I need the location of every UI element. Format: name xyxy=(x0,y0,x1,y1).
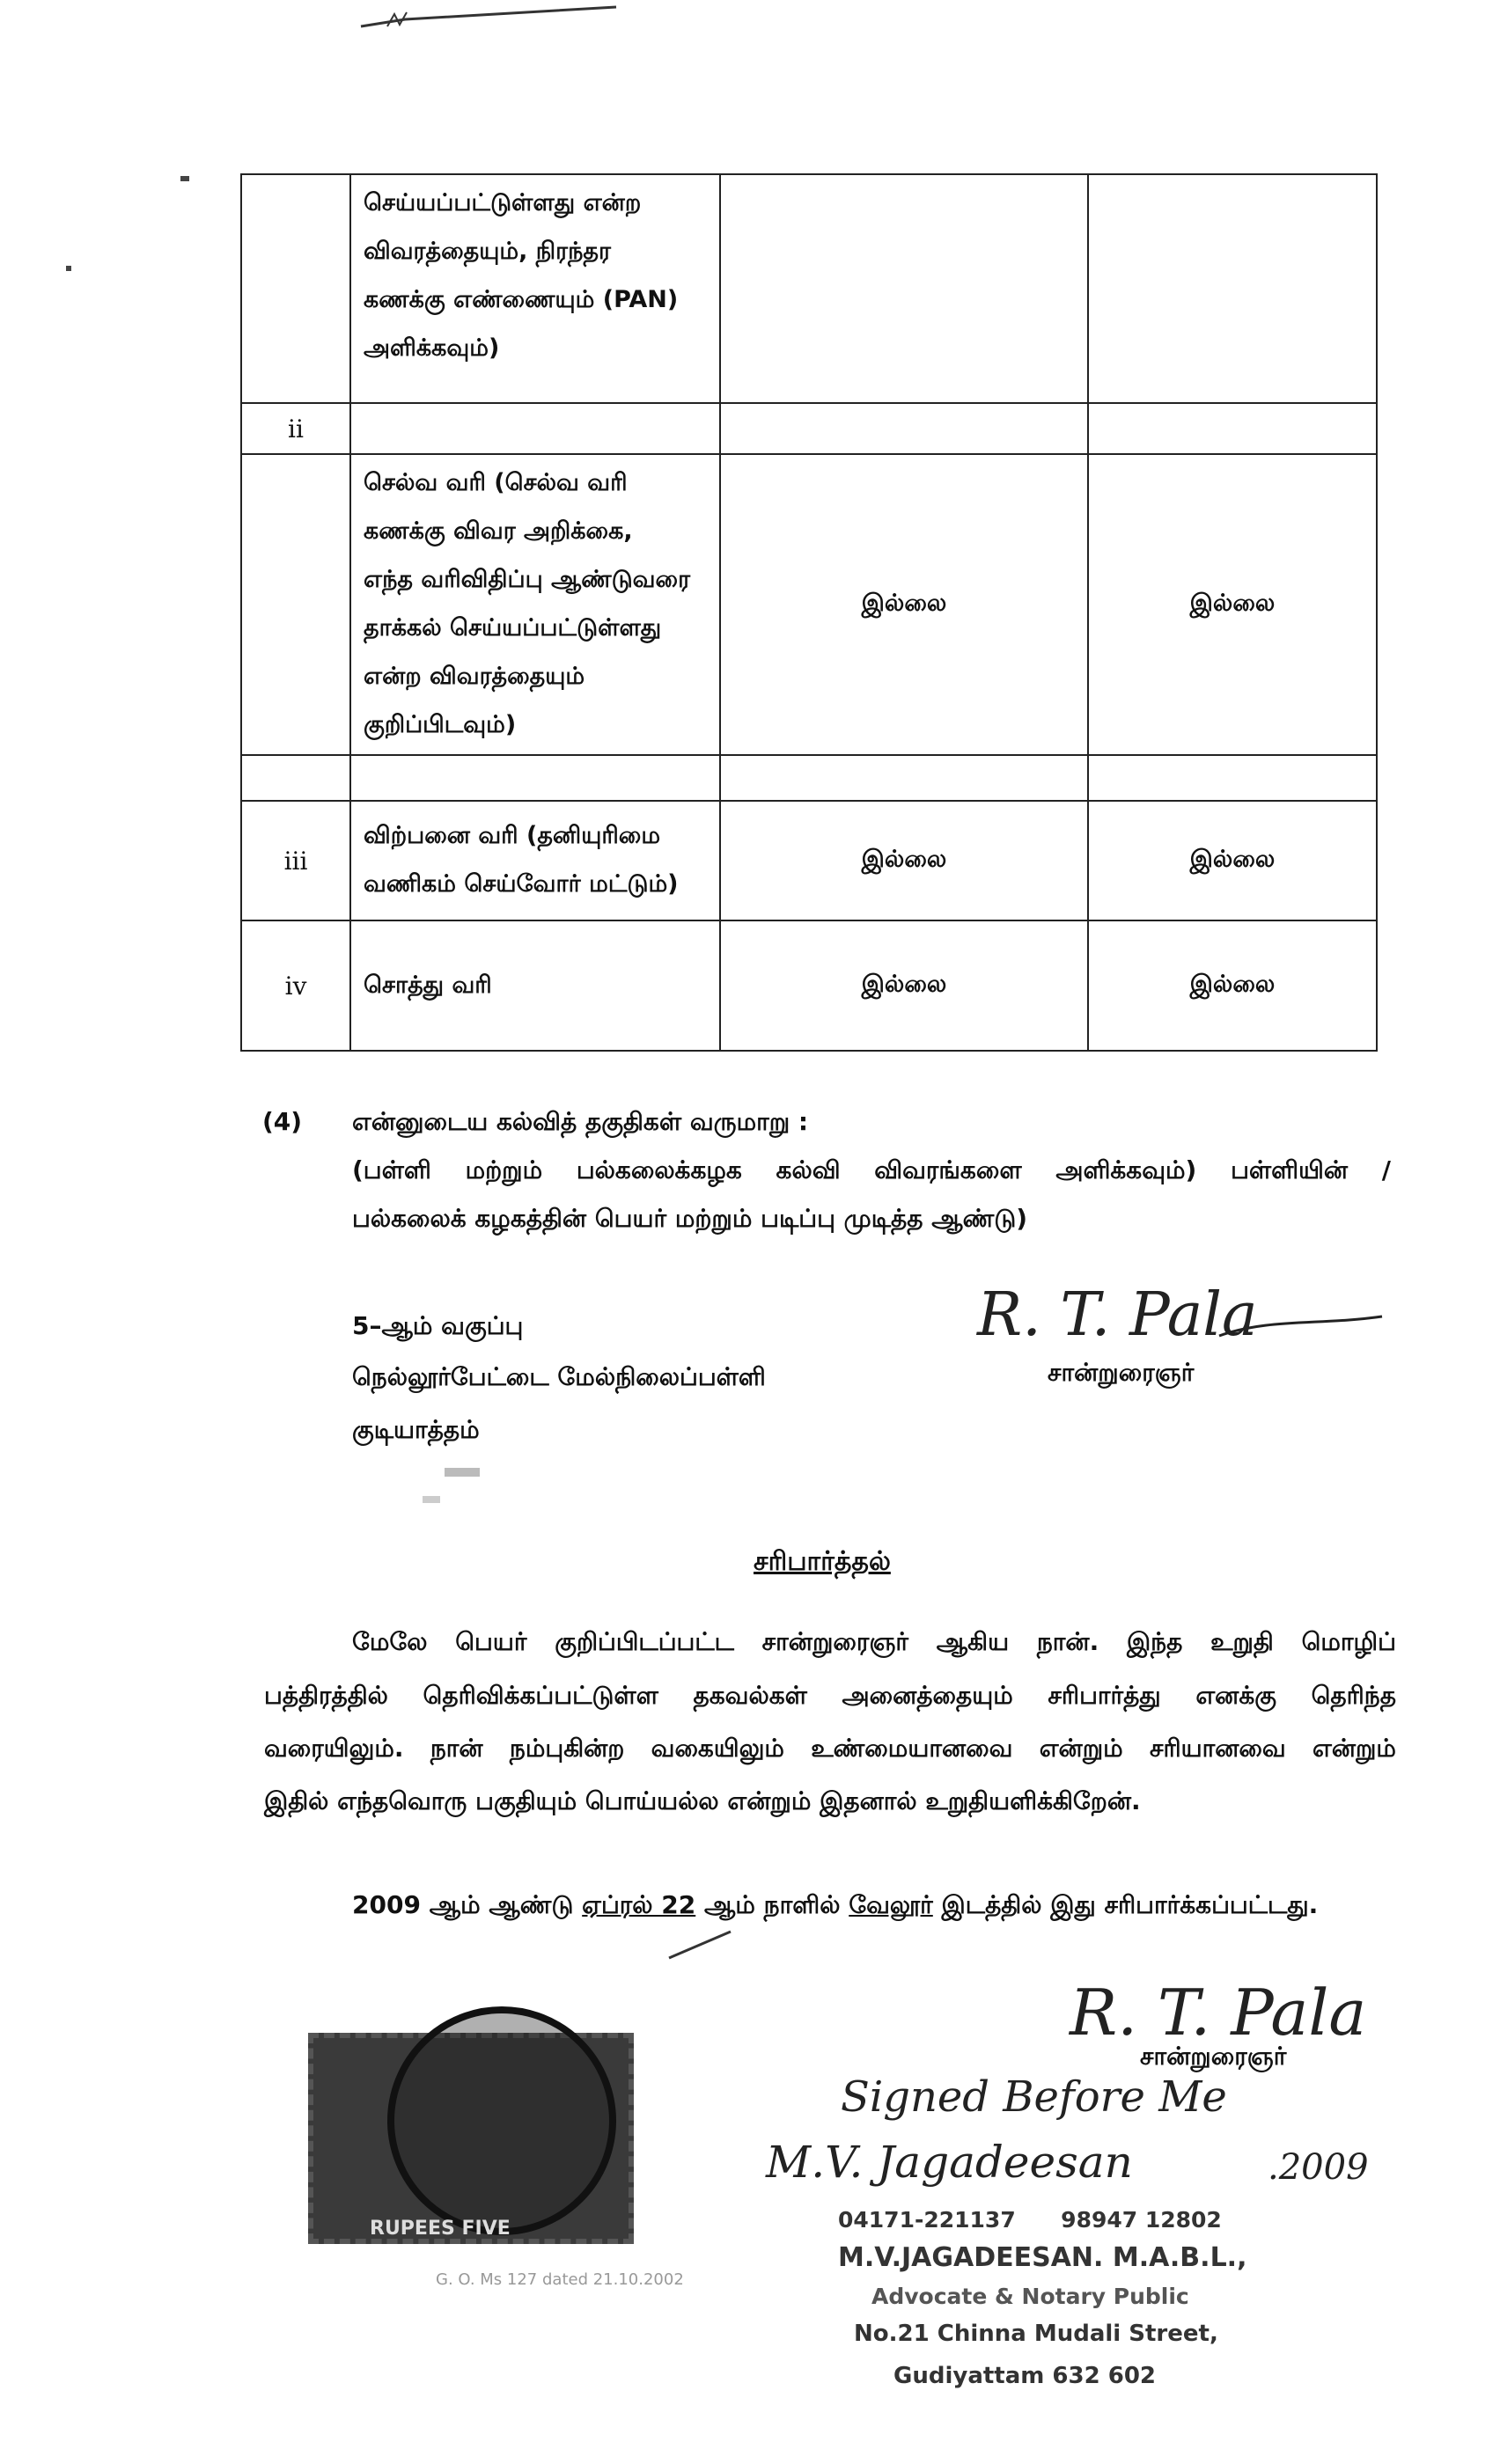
margin-mark xyxy=(180,176,189,181)
notary-title: Advocate & Notary Public xyxy=(871,2284,1189,2309)
row-number: iv xyxy=(241,920,350,1051)
verification-line-3 xyxy=(264,1734,1396,1766)
row-description xyxy=(350,403,720,454)
value-cell xyxy=(720,174,1088,403)
word: பள்ளியின் xyxy=(1231,1155,1349,1184)
word: அனைத்தையும் xyxy=(842,1681,1013,1710)
row-description xyxy=(350,920,720,1051)
notary-phone xyxy=(838,2207,1222,2233)
word: தெரிவிக்கப்பட்டுள்ள xyxy=(423,1681,658,1710)
description-line: என்ற விவரத்தையும் xyxy=(364,663,585,690)
description-line: வணிகம் செய்வோர் மட்டும்) xyxy=(364,870,679,898)
value-cell: இல்லை xyxy=(1088,454,1377,755)
word: மற்றும் xyxy=(465,1155,543,1184)
word: வகையிலும் xyxy=(651,1734,784,1763)
value-cell xyxy=(1088,174,1377,403)
row-number xyxy=(241,174,350,403)
word: மொழிப் xyxy=(1301,1627,1396,1656)
word: என்றும் xyxy=(1312,1734,1396,1763)
margin-mark xyxy=(66,266,71,271)
word: நான் xyxy=(430,1734,483,1763)
deponent-label-2: சான்றுரைஞர் xyxy=(1140,2042,1287,2071)
row-number xyxy=(241,454,350,755)
word: உறுதி xyxy=(1210,1627,1274,1656)
phone-2: 98947 12802 xyxy=(1061,2207,1222,2233)
word: / xyxy=(1381,1155,1391,1184)
description-line: எந்த வரிவிதிப்பு ஆண்டுவரை xyxy=(364,566,691,593)
word: (பள்ளி xyxy=(352,1155,431,1184)
table-row xyxy=(241,755,1377,801)
word: மேலே xyxy=(352,1627,428,1656)
verification-title: சரிபார்த்தல் xyxy=(754,1546,891,1577)
education-town: குடியாத்தம் xyxy=(352,1415,480,1444)
deponent-label: சான்றுரைஞர் xyxy=(1048,1358,1195,1387)
tax-details-table xyxy=(240,173,1378,1052)
word: நம்புகின்ற xyxy=(509,1734,625,1763)
word: ஆகிய xyxy=(936,1627,1010,1656)
education-school: நெல்லூர்பேட்டை மேல்நிலைப்பள்ளி xyxy=(352,1362,766,1391)
word: பெயர் xyxy=(455,1627,527,1656)
row-description xyxy=(350,801,720,920)
verification-line-1 xyxy=(352,1627,1396,1660)
education-heading: என்னுடைய கல்வித் தகுதிகள் வருமாறு : xyxy=(352,1107,809,1136)
word: சரியானவை xyxy=(1149,1734,1286,1763)
word: வரையிலும். xyxy=(264,1734,404,1763)
description-line: குறிப்பிடவும்) xyxy=(364,711,517,738)
pen-mark xyxy=(665,1927,735,1962)
value-cell: இல்லை xyxy=(1088,920,1377,1051)
table-row xyxy=(241,801,1377,920)
word: சரிபார்த்து xyxy=(1048,1681,1161,1710)
notary-handwritten-note: Signed Before Me xyxy=(841,2072,1227,2122)
stamp-text: RUPEES FIVE xyxy=(370,2218,511,2240)
description-line: சொத்து வரி xyxy=(364,971,492,999)
word: எனக்கு xyxy=(1195,1681,1276,1710)
description-line: செல்வ வரி (செல்வ வரி xyxy=(364,469,628,496)
notary-handwritten-name: M.V. Jagadeesan xyxy=(766,2137,1133,2188)
table-row xyxy=(241,174,1377,403)
notary-name: M.V.JAGADEESAN. M.A.B.L., xyxy=(838,2242,1247,2273)
table-row xyxy=(241,920,1377,1051)
row-description xyxy=(350,454,720,755)
value-cell: இல்லை xyxy=(1088,801,1377,920)
deponent-signature: R. T. Pala xyxy=(977,1280,1258,1350)
word: கல்வி xyxy=(776,1155,841,1184)
value-cell: இல்லை xyxy=(720,920,1088,1051)
word: தெரிந்த xyxy=(1311,1681,1396,1710)
word: பல்கலைக்கழக xyxy=(576,1155,742,1184)
date-text: ஆம் ஆண்டு xyxy=(429,1890,574,1919)
faint-mark xyxy=(445,1468,480,1477)
verification-date-line xyxy=(352,1890,1318,1923)
date-text: ஆம் நாளில் xyxy=(703,1890,841,1919)
word: நான். xyxy=(1036,1627,1099,1656)
date-month-day: ஏப்ரல் 22 xyxy=(582,1890,696,1919)
phone-1: 04171-221137 xyxy=(838,2207,1016,2233)
word: பத்திரத்தில் xyxy=(264,1681,388,1710)
word: அளிக்கவும்) xyxy=(1055,1155,1197,1184)
date-text: இடத்தில் இது சரிபார்க்கப்பட்டது. xyxy=(941,1890,1319,1919)
value-cell xyxy=(720,755,1088,801)
faded-stamp-line: G. O. Ms 127 dated 21.10.2002 xyxy=(436,2270,684,2289)
description-line: செய்யப்பட்டுள்ளது என்ற xyxy=(364,189,642,216)
description-line: விற்பனை வரி (தனியுரிமை xyxy=(364,822,661,849)
value-cell xyxy=(1088,403,1377,454)
value-cell: இல்லை xyxy=(720,801,1088,920)
notary-city: Gudiyattam 632 602 xyxy=(893,2363,1157,2389)
word: தகவல்கள் xyxy=(693,1681,807,1710)
top-edge-scribble xyxy=(352,0,634,35)
word: விவரங்களை xyxy=(874,1155,1022,1184)
education-class: 5–ஆம் வகுப்பு xyxy=(352,1311,524,1340)
row-number xyxy=(241,755,350,801)
description-line: அளிக்கவும்) xyxy=(364,334,500,362)
description-line: கணக்கு எண்ணையும் (PAN) xyxy=(364,286,679,313)
value-cell xyxy=(1088,755,1377,801)
table-row xyxy=(241,403,1377,454)
row-number: iii xyxy=(241,801,350,920)
description-line: விவரத்தையும், நிரந்தர xyxy=(364,238,611,265)
row-description xyxy=(350,755,720,801)
notary-address: No.21 Chinna Mudali Street, xyxy=(854,2321,1218,2347)
word: உண்மையானவை xyxy=(811,1734,1013,1763)
table-row xyxy=(241,454,1377,755)
word: என்றும் xyxy=(1039,1734,1123,1763)
education-line-3: பல்கலைக் கழகத்தின் பெயர் மற்றும் படிப்பு முடித்த ஆண்டு) xyxy=(352,1204,1028,1233)
word: இந்த xyxy=(1126,1627,1183,1656)
faint-mark xyxy=(423,1496,440,1503)
date-year: 2009 xyxy=(352,1890,421,1919)
date-place: வேலூர் xyxy=(849,1890,933,1919)
description-line: தாக்கல் செய்யப்பட்டுள்ளது xyxy=(364,614,662,642)
signature-stroke xyxy=(1215,1309,1391,1353)
verification-line-2 xyxy=(264,1681,1396,1713)
value-cell xyxy=(720,403,1088,454)
description-line: கணக்கு விவர அறிக்கை, xyxy=(364,517,633,545)
notary-seal-icon xyxy=(387,2006,616,2235)
word: சான்றுரைஞர் xyxy=(761,1627,909,1656)
word: குறிப்பிடப்பட்ட xyxy=(555,1627,734,1656)
education-line-2 xyxy=(352,1155,1391,1188)
value-cell: இல்லை xyxy=(720,454,1088,755)
verification-line-4: இதில் எந்தவொரு பகுதியும் பொய்யல்ல என்றும் இதனால் உறுதியளிக்கிறேன். xyxy=(264,1786,1141,1815)
deponent-signature-2: R. T. Pala xyxy=(1070,1976,1367,2050)
notary-handwritten-date: .2009 xyxy=(1268,2147,1369,2188)
section-number: (4) xyxy=(262,1107,303,1136)
row-number: ii xyxy=(241,403,350,454)
row-description xyxy=(350,174,720,403)
